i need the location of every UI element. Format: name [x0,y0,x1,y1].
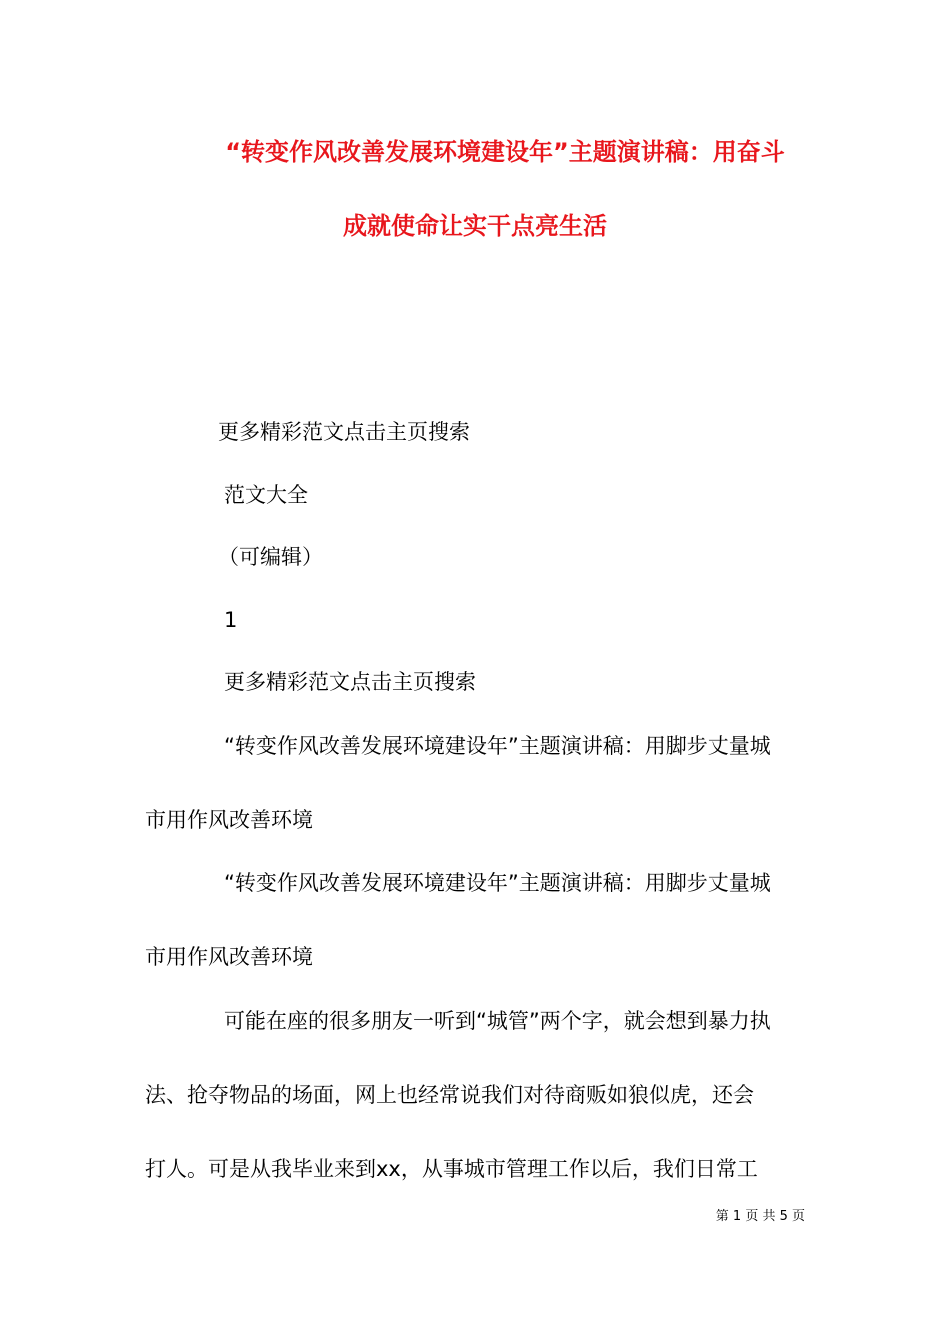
body-line: 市用作风改善环境 [145,945,313,969]
page-number: 第 1 页 共 5 页 [715,1209,805,1224]
body-line: “转变作风改善发展环境建设年”主题演讲稿：用脚步丈量城 [224,871,771,895]
body-line: “转变作风改善发展环境建设年”主题演讲稿：用脚步丈量城 [224,734,771,758]
body-line: 范文大全 [224,483,308,507]
document-title-line-2: 成就使命让实干点亮生活 [343,212,607,240]
body-line: 可能在座的很多朋友一听到“城管”两个字，就会想到暴力执 [224,1009,771,1033]
body-line: 1 [224,608,238,632]
body-line: 打人。可是从我毕业来到xx，从事城市管理工作以后，我们日常工 [145,1157,758,1181]
body-line: 更多精彩范文点击主页搜索 [218,420,470,444]
document-title-line-1: “转变作风改善发展环境建设年”主题演讲稿：用奋斗 [225,138,785,166]
body-line: （可编辑） [218,545,323,569]
body-line: 市用作风改善环境 [145,808,313,832]
body-line: 法、抢夺物品的场面，网上也经常说我们对待商贩如狼似虎，还会 [145,1083,754,1107]
body-line: 更多精彩范文点击主页搜索 [224,670,476,694]
